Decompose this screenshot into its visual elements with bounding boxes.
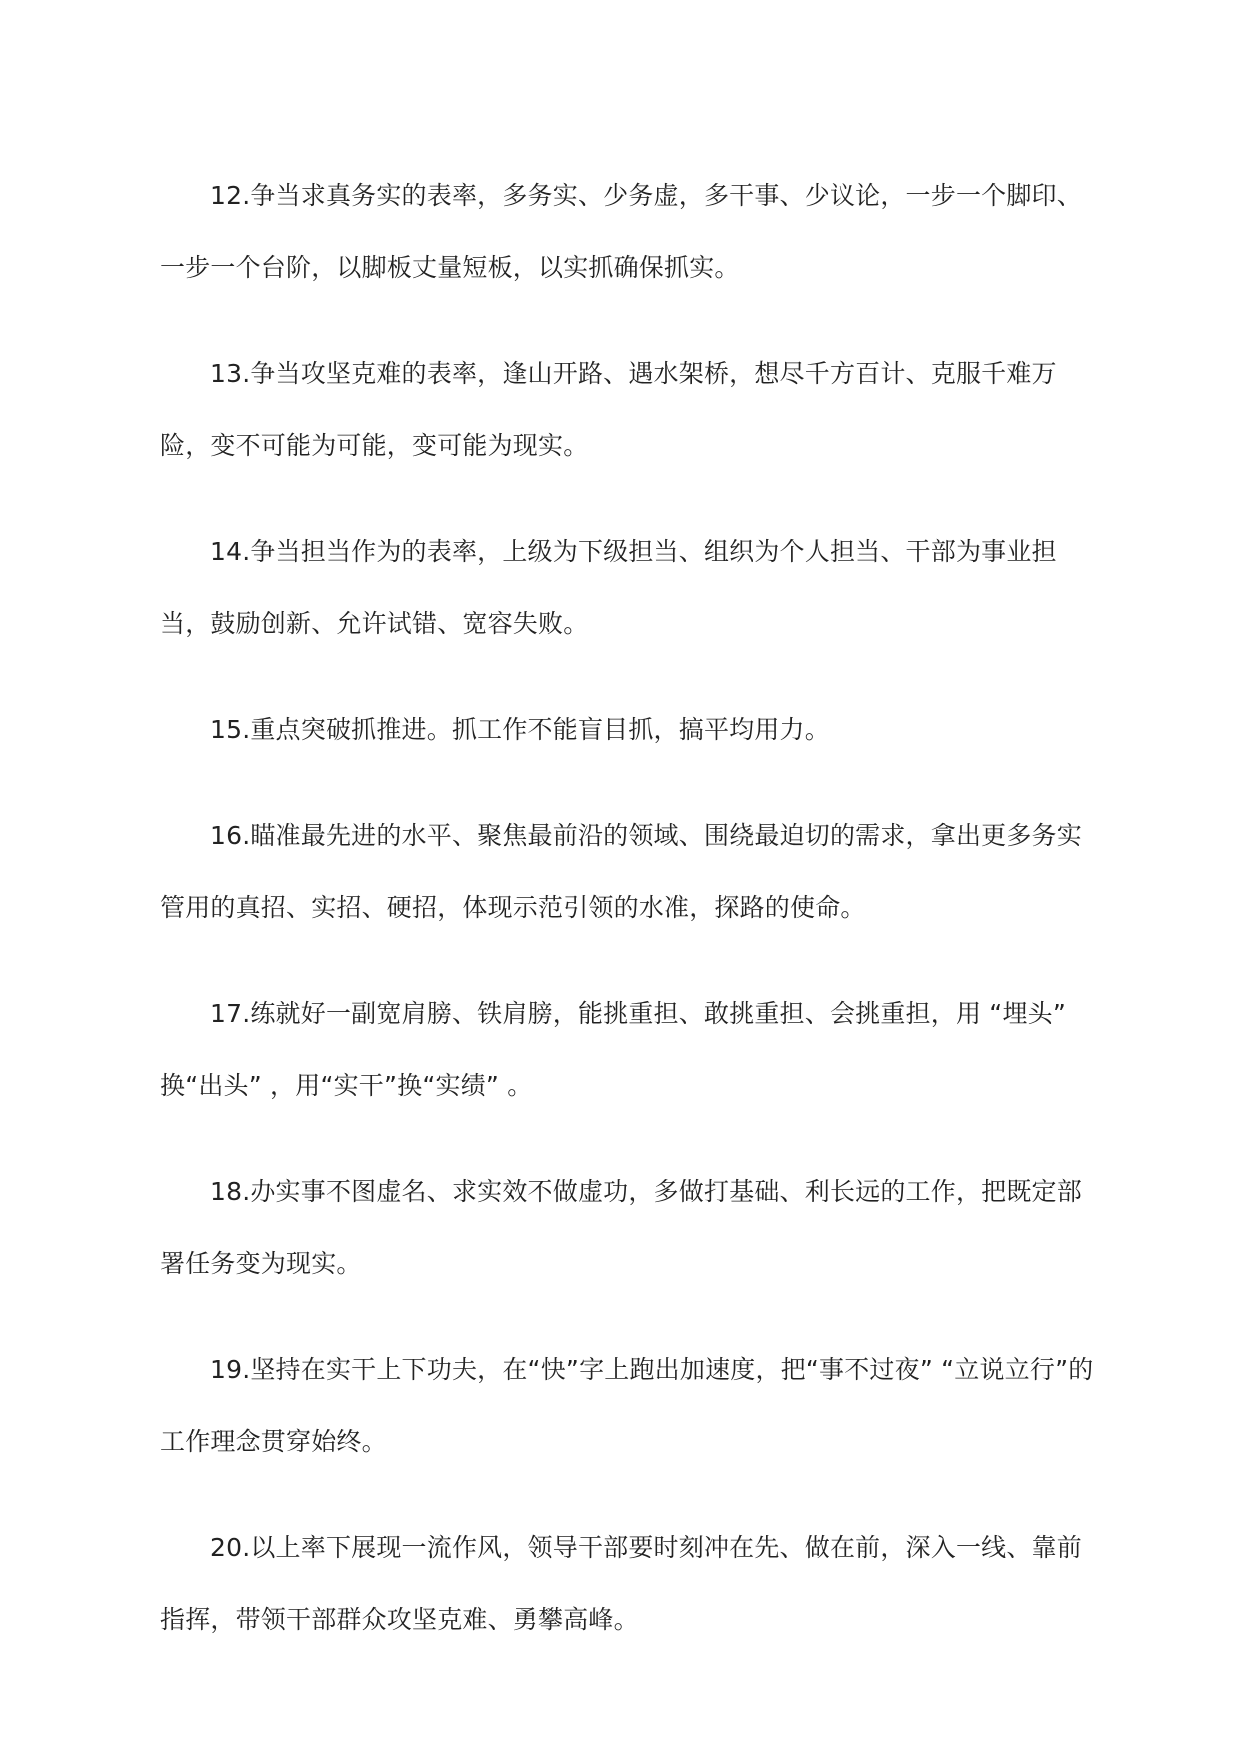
paragraph-13: 13.争当攻坚克难的表率，逢山开路、遇水架桥，想尽千方百计、克服千难万险，变不可能为可能，变可能为现实。 (160, 359, 1057, 460)
paragraph-12: 12.争当求真务实的表率，多务实、少务虚，多干事、少议论，一步一个脚印、一步一个台阶，以脚板丈量短板，以实抓确保抓实。 (160, 181, 1082, 282)
paragraph-20: 20.以上率下展现一流作风，领导干部要时刻冲在先、做在前，深入一线、靠前指挥，带领干部群众攻坚克难、勇攀高峰。 (160, 1533, 1082, 1634)
paragraph-17: 17.练就好一副宽肩膀、铁肩膀，能挑重担、敢挑重担、会挑重担，用 “埋头” 换“出头” ，用“实干”换“实绩” 。 (160, 999, 1067, 1100)
paragraph-15: 15.重点突破抓推进。抓工作不能盲目抓，搞平均用力。 (210, 715, 830, 744)
document-body (160, 160, 1100, 1690)
paragraph-18: 18.办实事不图虚名、求实效不做虚功，多做打基础、利长远的工作，把既定部署任务变为现实。 (160, 1177, 1082, 1278)
paragraph-14: 14.争当担当作为的表率，上级为下级担当、组织为个人担当、干部为事业担当，鼓励创新、允许试错、宽容失败。 (160, 537, 1057, 638)
paragraph-19: 19.坚持在实干上下功夫，在“快”字上跑出加速度，把“事不过夜” “立说立行”的工作理念贯穿始终。 (160, 1355, 1094, 1456)
paragraph-16: 16.瞄准最先进的水平、聚焦最前沿的领域、围绕最迫切的需求，拿出更多务实管用的真招、实招、硬招，体现示范引领的水准，探路的使命。 (160, 821, 1082, 922)
